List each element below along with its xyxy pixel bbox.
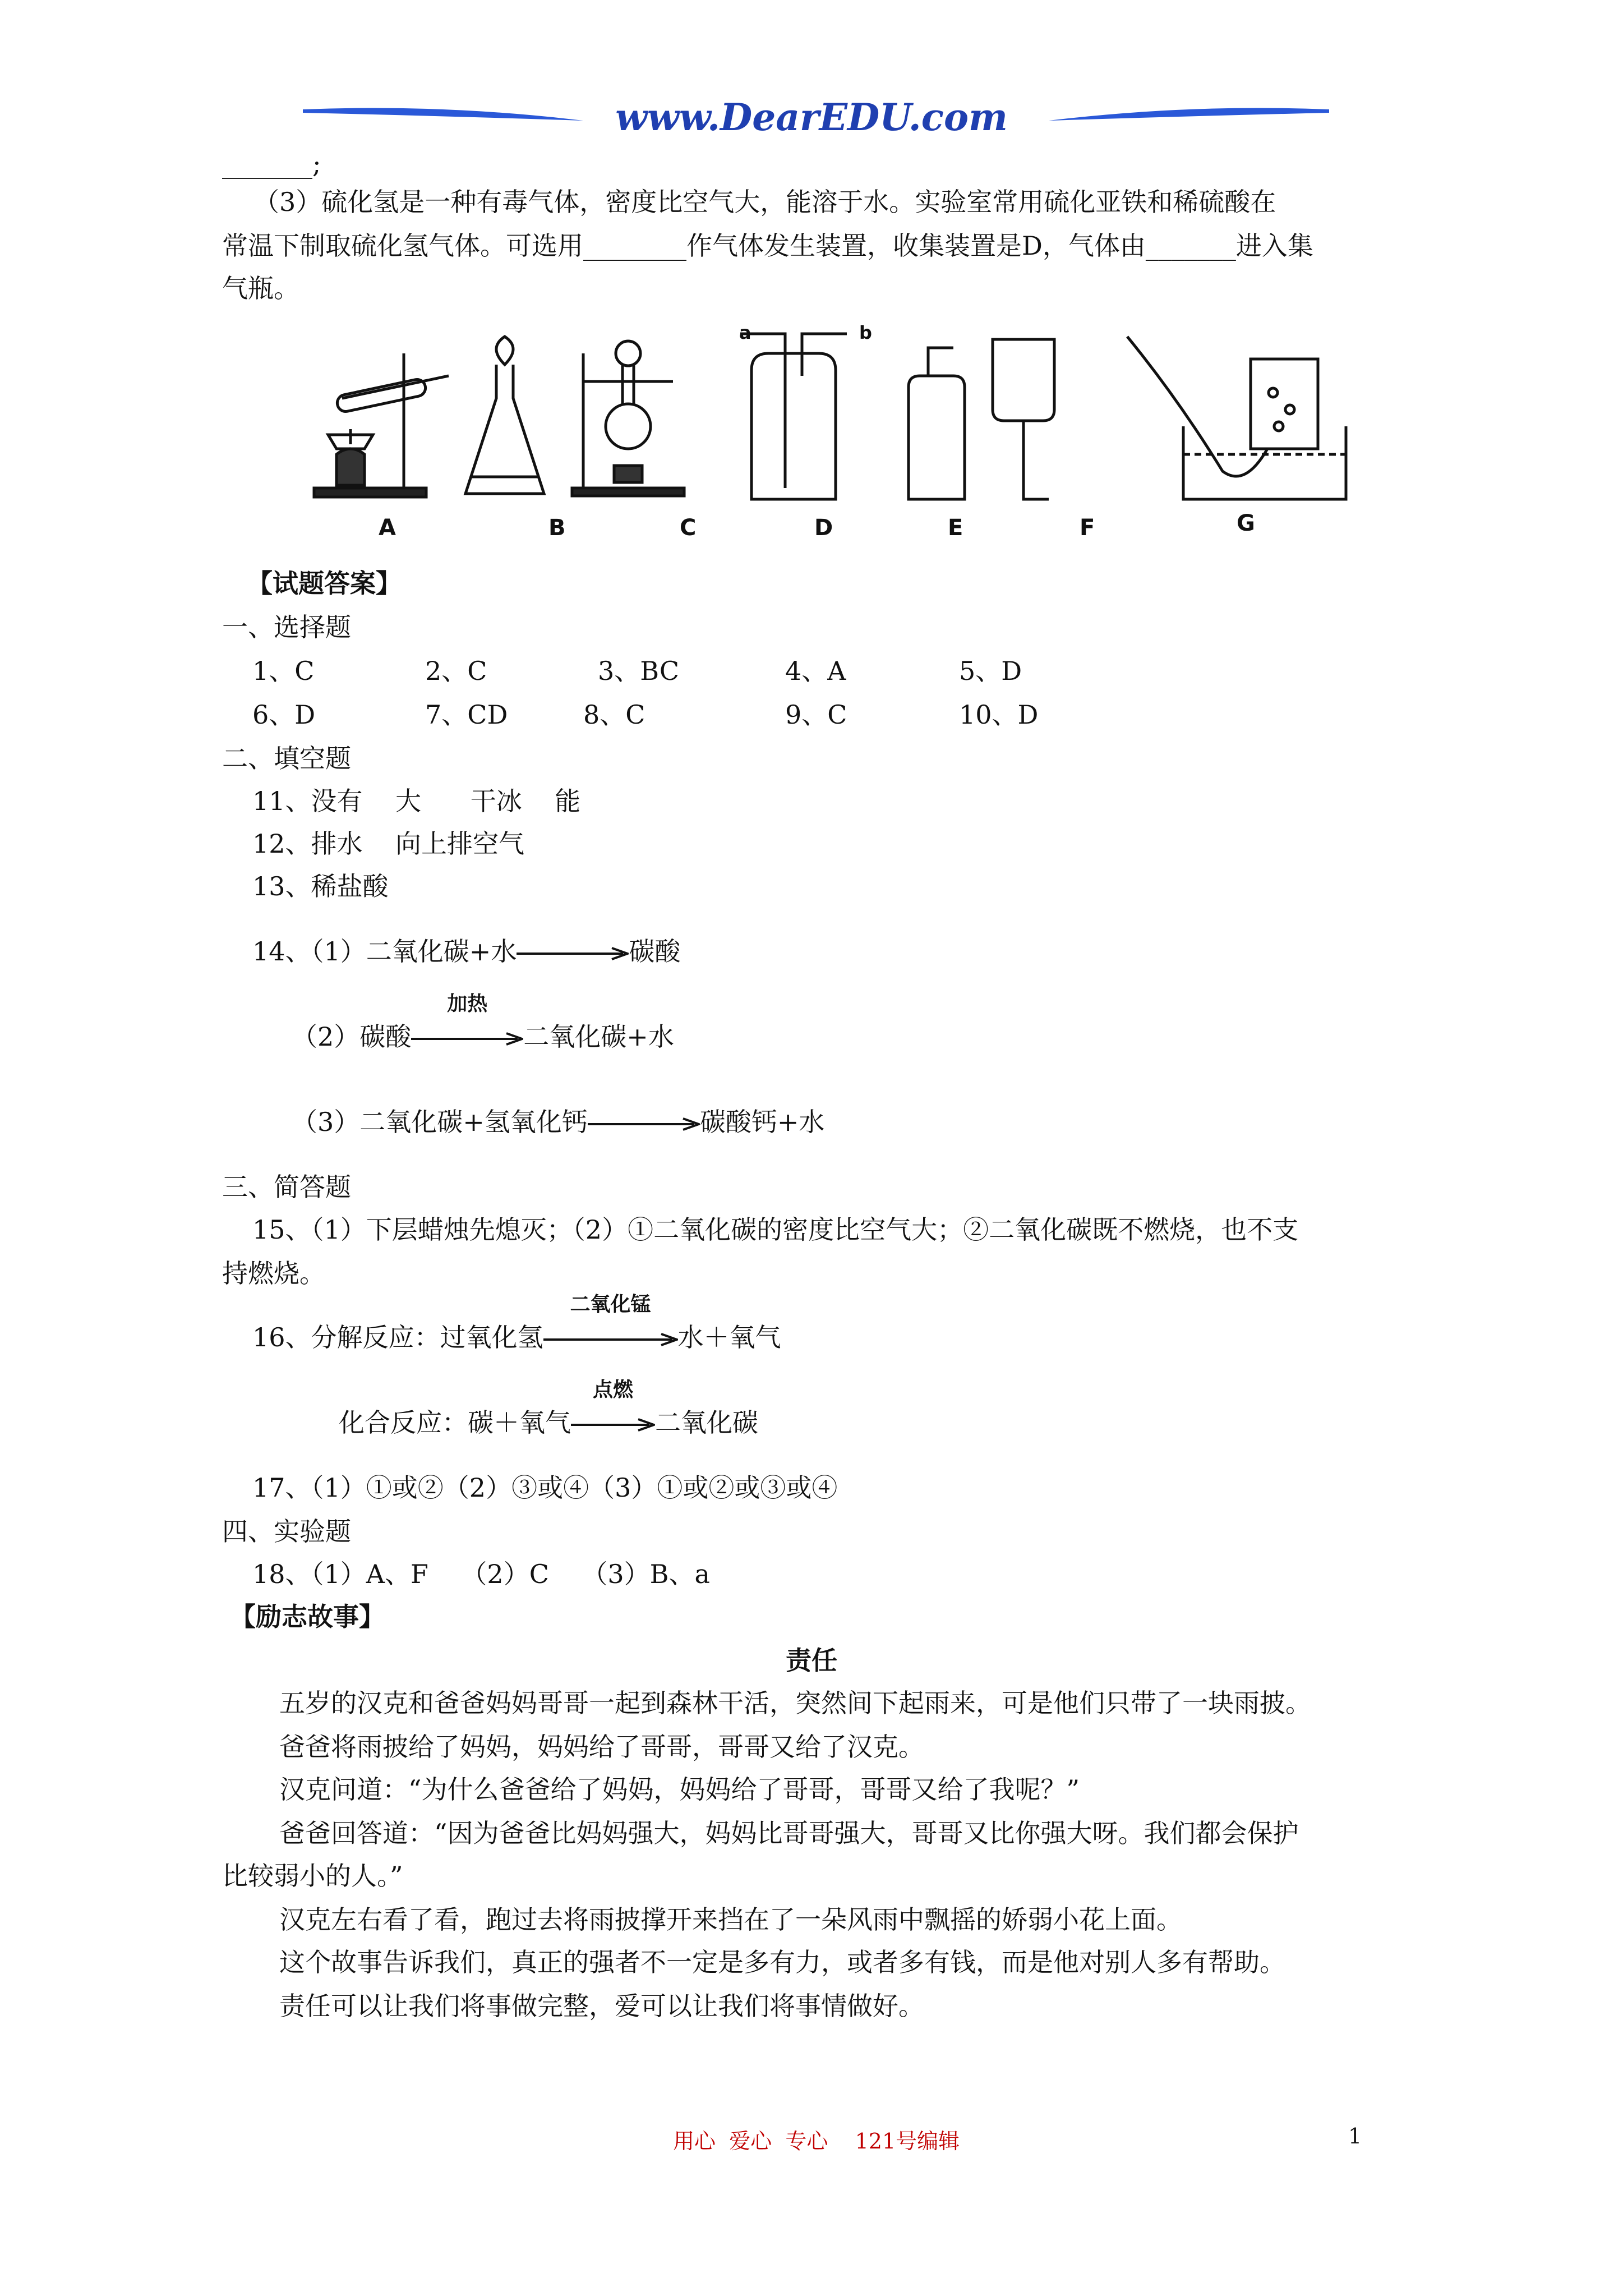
- mc-5: 5、D: [959, 656, 1022, 686]
- section-fill: 二、填空题: [222, 743, 351, 774]
- port-b-label: b: [859, 322, 872, 343]
- apparatus-a: [314, 353, 449, 497]
- answer-12: 12、排水 向上排空气: [252, 829, 525, 859]
- eq14-3-reactants: （3）二氧化碳+氢氧化钙: [292, 1107, 588, 1137]
- story-p4-line1: 爸爸回答道：“因为爸爸比妈妈强大，妈妈比哥哥强大，哥哥又比你强大呀。我们都会保护: [279, 1818, 1299, 1848]
- eq14-2-condition: 加热: [447, 992, 488, 1015]
- label-g: G: [1237, 510, 1255, 536]
- equation-14-1: [252, 935, 680, 968]
- apparatus-c: [572, 341, 684, 496]
- answers-title: 【试题答案】: [247, 568, 402, 599]
- mc-8: 8、C: [583, 700, 645, 730]
- apparatus-figure: [303, 314, 1368, 550]
- eq14-2-products: 二氧化碳+水: [523, 1022, 674, 1052]
- eq16-reactants: 16、分解反应：过氧化氢: [252, 1322, 543, 1352]
- eq16-condition: 二氧化锰: [570, 1293, 651, 1316]
- apparatus-e: [909, 348, 965, 499]
- answer-13: 13、稀盐酸: [252, 871, 389, 901]
- apparatus-f: [993, 339, 1054, 499]
- mc-1: 1、C: [252, 656, 315, 686]
- mc-4: 4、A: [785, 656, 846, 686]
- section-mc: 一、选择题: [222, 612, 351, 642]
- story-p2: 爸爸将雨披给了妈妈，妈妈给了哥哥，哥哥又给了汉克。: [279, 1732, 924, 1762]
- section-experiment: 四、实验题: [222, 1516, 351, 1547]
- mc-9: 9、C: [785, 700, 847, 730]
- eq16b-reactants: 化合反应：碳＋氧气: [339, 1407, 571, 1438]
- footer-text: 用心 爱心 专心 121号编辑: [673, 2129, 960, 2154]
- answer-15-line1: 15、（1）下层蜡烛先熄灭；（2）①二氧化碳的密度比空气大；②二氧化碳既不燃烧，也不支: [252, 1214, 1299, 1245]
- eq14-3-products: 碳酸钙+水: [699, 1107, 825, 1137]
- section-short: 三、简答题: [222, 1172, 351, 1202]
- mc-2: 2、C: [425, 656, 487, 686]
- apparatus-b: [465, 337, 544, 494]
- eq14-2-reactants: （2）碳酸: [292, 1022, 412, 1052]
- site-title[interactable]: www.DearEDU.com: [615, 95, 1008, 139]
- mc-3: 3、BC: [598, 656, 680, 686]
- equation-16-decomposition: [252, 1293, 781, 1354]
- mc-10: 10、D: [959, 700, 1039, 730]
- q3-line1: （3）硫化氢是一种有毒气体，密度比空气大，能溶于水。实验室常用硫化亚铁和稀硫酸在: [253, 187, 1276, 217]
- label-f: F: [1080, 515, 1095, 541]
- blank-line: _______;: [222, 149, 321, 179]
- q3-line2: 常温下制取硫化氢气体。可选用________作气体发生装置，收集装置是D，气体由_______进入集: [222, 231, 1313, 261]
- label-e: E: [948, 515, 963, 541]
- story-p7: 责任可以让我们将事做完整，爱可以让我们将事情做好。: [279, 1991, 924, 2021]
- page-number: 1: [1348, 2124, 1362, 2148]
- reaction-arrow-icon: [588, 1117, 700, 1131]
- story-p1: 五岁的汉克和爸爸妈妈哥哥一起到森林干活，突然间下起雨来，可是他们只带了一块雨披。: [279, 1688, 1311, 1718]
- eq14-1-products: 碳酸: [629, 936, 681, 967]
- label-a: A: [379, 515, 396, 541]
- answer-17: 17、（1）①或②（2）③或④（3）①或②或③或④: [252, 1473, 838, 1503]
- apparatus-g: [1127, 337, 1346, 499]
- reaction-arrow-icon: [543, 1333, 678, 1346]
- mc-7: 7、CD: [425, 700, 508, 730]
- reaction-arrow-icon: [571, 1418, 655, 1432]
- story-p4-line2: 比较弱小的人。”: [222, 1861, 403, 1891]
- answer-11: 11、没有 大 干冰 能: [252, 786, 581, 816]
- eq14-1-reactants: 14、（1）二氧化碳+水: [252, 936, 517, 967]
- eq16-products: 水＋氧气: [677, 1322, 781, 1352]
- label-c: C: [680, 515, 697, 541]
- story-p6: 这个故事告诉我们，真正的强者不一定是多有力，或者多有钱，而是他对别人多有帮助。: [279, 1947, 1285, 1977]
- label-b: B: [548, 515, 566, 541]
- answer-15-line2: 持燃烧。: [222, 1258, 325, 1289]
- equation-14-2: [292, 992, 674, 1053]
- label-d: D: [814, 515, 833, 541]
- apparatus-d: [740, 334, 847, 499]
- answer-18: 18、（1）A、F （2）C （3）B、a: [252, 1559, 710, 1589]
- story-title: 【励志故事】: [230, 1602, 385, 1632]
- story-heading: 责任: [786, 1645, 837, 1676]
- reaction-arrow-icon: [411, 1032, 523, 1046]
- eq16b-condition: 点燃: [592, 1378, 633, 1401]
- reaction-arrow-icon: [517, 947, 629, 960]
- story-p5: 汉克左右看了看，跑过去将雨披撑开来挡在了一朵风雨中飘摇的娇弱小花上面。: [279, 1904, 1182, 1935]
- equation-14-3: [292, 1105, 824, 1139]
- port-a-label: a: [739, 322, 751, 343]
- equation-16-combination: [339, 1378, 758, 1439]
- story-p3: 汉克问道：“为什么爸爸给了妈妈，妈妈给了哥哥，哥哥又给了我呢？”: [279, 1774, 1080, 1805]
- eq16b-products: 二氧化碳: [655, 1407, 758, 1438]
- mc-6: 6、D: [252, 700, 316, 730]
- q3-line3: 气瓶。: [222, 273, 299, 303]
